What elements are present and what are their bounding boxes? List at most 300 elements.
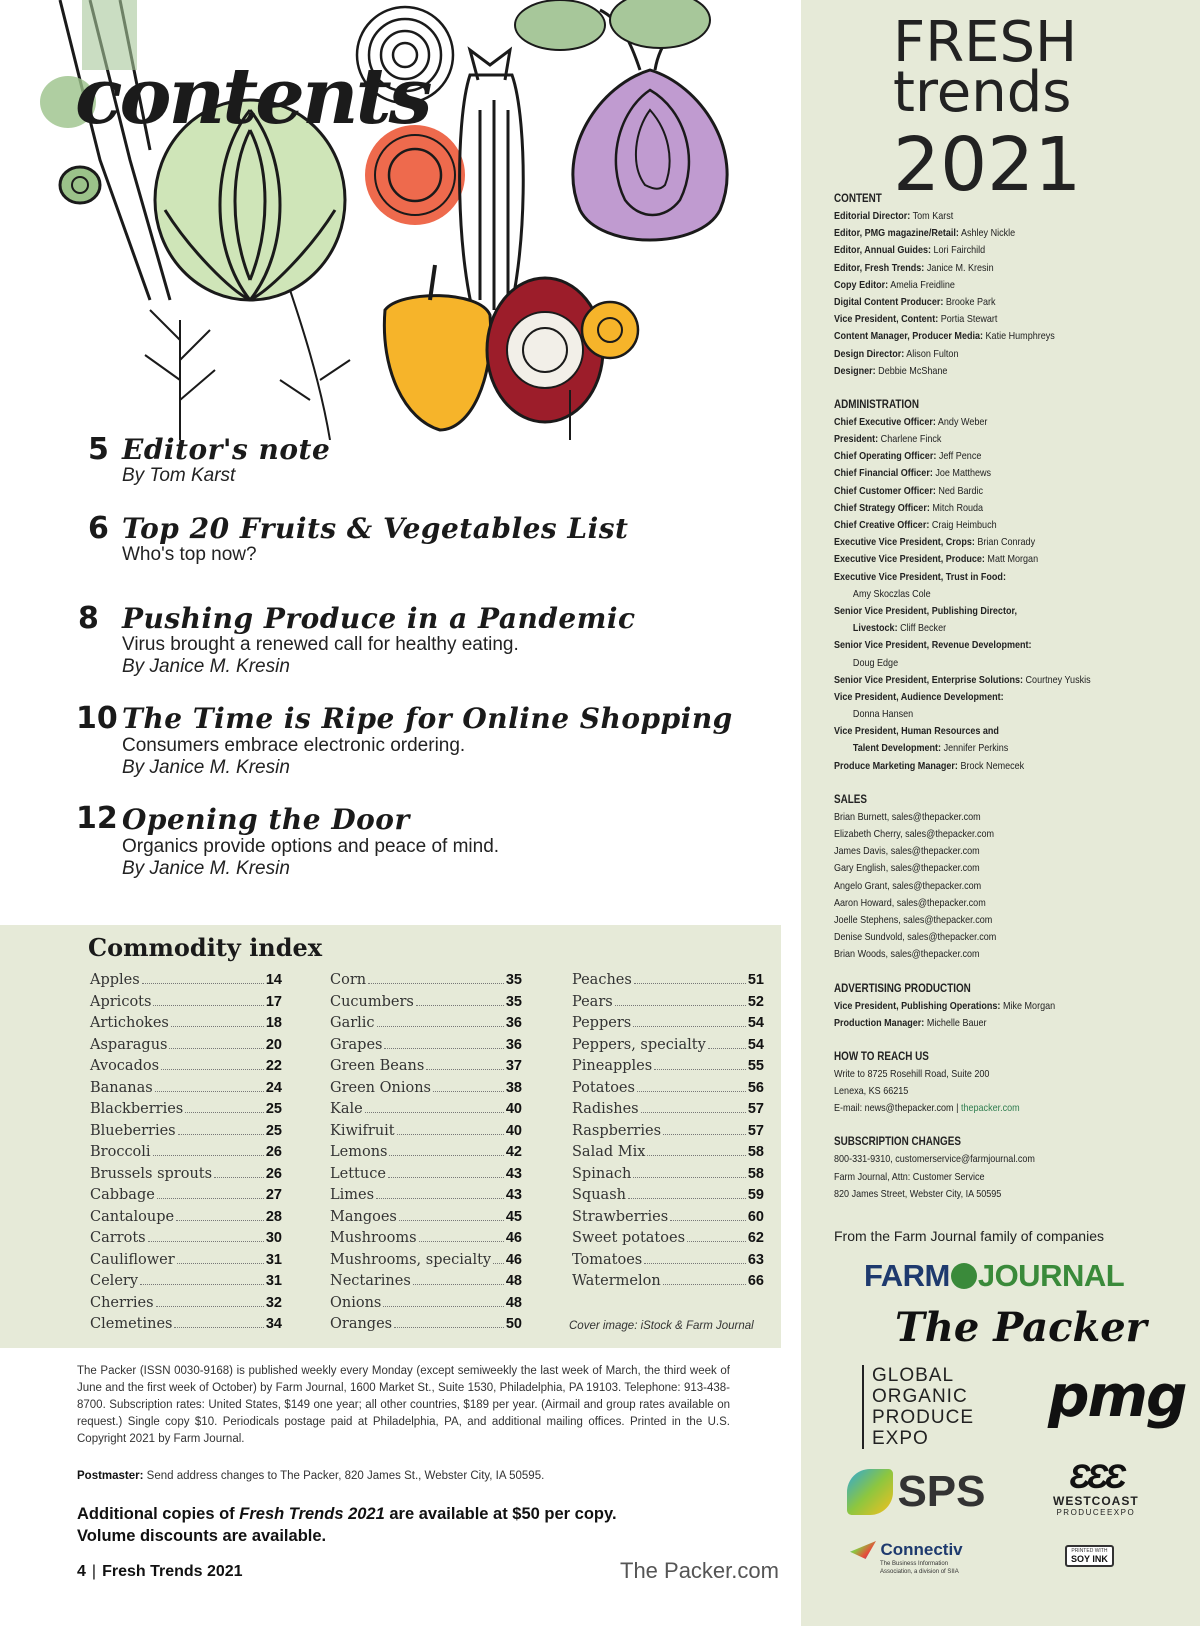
index-entry[interactable] [572, 1252, 764, 1274]
index-entry[interactable] [330, 994, 522, 1016]
index-entry[interactable] [572, 1273, 764, 1295]
index-entry-page: 30 [265, 1230, 282, 1246]
index-entry-name: Potatoes [572, 1079, 635, 1096]
masthead-role: Executive Vice President, Trust in Food: [834, 570, 1006, 583]
masthead-name: Mike Morgan [1002, 999, 1056, 1012]
masthead-role: Editor, Annual Guides: [834, 244, 932, 257]
index-entry-page: 31 [265, 1273, 282, 1289]
index-entry-page: 57 [747, 1122, 764, 1139]
title-year: 2021 [893, 122, 1082, 208]
masthead-line [834, 1017, 1126, 1034]
index-entry-leader-dots [140, 1284, 264, 1285]
index-entry-leader-dots [394, 1327, 504, 1328]
index-entry-name: Mushrooms, specialty [330, 1251, 492, 1268]
index-entry-name: Cabbage [90, 1187, 155, 1203]
index-entry[interactable] [90, 1209, 282, 1231]
index-entry[interactable] [330, 1273, 522, 1295]
index-entry[interactable] [90, 1144, 282, 1166]
sps-logo [847, 1467, 986, 1517]
index-entry-name: Asparagus [90, 1036, 168, 1053]
masthead-role: Executive Vice President, Crops: [834, 536, 975, 549]
index-entry[interactable] [330, 1187, 522, 1209]
index-entry-page: 51 [747, 972, 764, 988]
masthead-role: Content Manager, Producer Media: [834, 330, 984, 343]
masthead-role: Editor, Fresh Trends: [834, 261, 925, 274]
index-entry-name: Nectarines [330, 1273, 411, 1289]
masthead-role: Livestock: [852, 622, 898, 635]
masthead-name: Amelia Freidline [890, 278, 955, 291]
index-entry-name: Cucumbers [330, 993, 414, 1010]
masthead-line [834, 845, 1126, 862]
index-entry-leader-dots [171, 1026, 264, 1027]
red-vegetable-drawing [487, 278, 638, 422]
connectiv-subtitle-line2: Association, a division of SIIA [880, 1569, 959, 1575]
masthead-role: Vice President, Publishing Operations: [834, 999, 1001, 1012]
index-entry-page: 34 [265, 1316, 282, 1332]
index-entry-name: Garlic [330, 1015, 375, 1031]
index-entry-leader-dots [153, 1155, 264, 1156]
masthead-line [834, 519, 1126, 536]
index-entry-leader-dots [148, 1241, 264, 1242]
masthead-line [834, 416, 1126, 433]
farm-journal-logo-word2: JOURNAL [977, 1258, 1125, 1293]
toc-byline: By Janice M. Kresin [122, 858, 290, 879]
masthead-name: E-mail: news@thepacker.com | [834, 1102, 959, 1115]
toc-page-number: 10 [76, 701, 118, 736]
connectiv-logo-text: Connectiv [880, 1540, 963, 1559]
index-entry-page: 42 [505, 1144, 522, 1160]
index-entry-name: Pears [572, 993, 613, 1010]
copies-text-post: are available at $50 per copy. [384, 1505, 617, 1523]
index-entry-page: 25 [265, 1101, 282, 1117]
index-entry-leader-dots [377, 1026, 504, 1027]
masthead-name: Debbie McShane [878, 364, 948, 377]
footer-website[interactable]: The Packer.com [620, 1558, 779, 1583]
index-entry-name: Bananas [90, 1079, 153, 1096]
index-entry-leader-dots [383, 1306, 503, 1307]
index-entry-page: 28 [265, 1208, 282, 1225]
copies-text-pre: Additional copies of [77, 1505, 240, 1523]
masthead-name: 820 James Street, Webster City, IA 50595 [834, 1187, 1002, 1200]
index-entry[interactable] [330, 972, 522, 994]
masthead-name: Brian Burnett, sales@thepacker.com [834, 810, 981, 823]
masthead-line [834, 897, 1126, 914]
index-entry-page: 40 [505, 1122, 522, 1139]
index-entry[interactable] [330, 1230, 522, 1252]
index-entry-name: Lemons [330, 1144, 388, 1160]
index-entry[interactable] [330, 1295, 522, 1317]
masthead-name: Jennifer Perkins [943, 742, 1009, 755]
masthead [834, 193, 1126, 1205]
masthead-line [834, 622, 1126, 639]
masthead-name: Brock Nemecek [960, 759, 1025, 772]
index-entry-leader-dots [161, 1069, 264, 1070]
index-entry-name: Strawberries [572, 1208, 669, 1225]
masthead-name: Brooke Park [945, 295, 996, 308]
index-entry[interactable] [572, 1166, 764, 1188]
masthead-name: Denise Sundvold, sales@thepacker.com [834, 931, 997, 944]
masthead-line [834, 296, 1126, 313]
index-entry-leader-dots [634, 983, 746, 984]
toc-byline: By Tom Karst [122, 465, 236, 486]
index-entry-leader-dots [365, 1112, 504, 1113]
index-entry-name: Radishes [572, 1101, 639, 1117]
masthead-website-link[interactable]: thepacker.com [960, 1102, 1020, 1115]
index-entry-leader-dots [376, 1198, 504, 1199]
index-entry-name: Watermelon [572, 1273, 661, 1289]
index-entry[interactable] [330, 1252, 522, 1274]
toc-page-number: 8 [78, 601, 99, 636]
index-entry-leader-dots [397, 1134, 504, 1135]
postmaster-notice [77, 1470, 544, 1482]
toc-title: Pushing Produce in a Pandemic [122, 602, 636, 635]
postmaster-label: Postmaster: [77, 1470, 144, 1482]
masthead-line [834, 467, 1126, 484]
westcoast-line2: PRODUCEEXPO [1056, 1508, 1136, 1517]
index-entry-name: Kiwifruit [330, 1122, 395, 1139]
masthead-name: Lenexa, KS 66215 [834, 1085, 909, 1098]
masthead-role: Chief Executive Officer: [834, 415, 936, 428]
footer-publication: Fresh Trends 2021 [102, 1563, 243, 1580]
index-entry-page: 18 [265, 1015, 282, 1031]
index-entry-page: 22 [265, 1058, 282, 1074]
index-entry-name: Onions [330, 1294, 382, 1311]
index-entry[interactable] [330, 1209, 522, 1231]
index-entry-page: 32 [265, 1294, 282, 1311]
index-entry[interactable] [90, 1101, 282, 1123]
index-entry[interactable] [330, 1015, 522, 1037]
index-entry-leader-dots [641, 1112, 746, 1113]
index-entry-page: 62 [747, 1230, 764, 1246]
index-entry[interactable] [90, 1230, 282, 1252]
index-entry-name: Cherries [90, 1294, 154, 1311]
masthead-line [834, 348, 1126, 365]
masthead-line [834, 1085, 1126, 1102]
index-entry[interactable] [90, 1252, 282, 1274]
masthead-line [834, 760, 1126, 777]
masthead-name: Alison Fulton [906, 347, 959, 360]
masthead-spacer [834, 382, 1126, 399]
index-entry-page: 35 [505, 972, 522, 988]
index-entry[interactable] [330, 1316, 522, 1338]
masthead-line [834, 931, 1126, 948]
masthead-role: Digital Content Producer: [834, 295, 944, 308]
postmaster-text: Send address changes to The Packer, 820 James St., Webster City, IA 50595. [146, 1470, 545, 1482]
masthead-line [834, 657, 1126, 674]
toc-byline: By Janice M. Kresin [122, 757, 290, 778]
masthead-section-heading: CONTENT [834, 193, 882, 205]
masthead-name: Katie Humphreys [985, 330, 1055, 343]
masthead-line [834, 262, 1126, 279]
index-entry-leader-dots [433, 1091, 504, 1092]
index-entry[interactable] [572, 1123, 764, 1145]
page-footer [77, 1563, 243, 1581]
index-entry-leader-dots [670, 1220, 746, 1221]
masthead-role: Editorial Director: [834, 210, 911, 222]
index-entry-leader-dots [178, 1134, 264, 1135]
index-entry[interactable] [330, 1144, 522, 1166]
index-entry-leader-dots [174, 1327, 263, 1328]
index-entry[interactable] [90, 1015, 282, 1037]
toc-subtitle: Consumers embrace electronic ordering. [122, 735, 466, 756]
masthead-line [834, 553, 1126, 570]
masthead-name: 800-331-9310, customerservice@farmjournal.com [834, 1153, 1035, 1166]
toc-page-number: 6 [88, 511, 109, 546]
index-entry-page: 59 [747, 1187, 764, 1203]
beet-leaves-drawing [515, 0, 710, 50]
masthead-role: Vice President, Audience Development: [834, 690, 1004, 703]
masthead-name: Aaron Howard, sales@thepacker.com [834, 896, 986, 909]
the-packer-logo: The Packer [895, 1304, 1147, 1351]
index-entry-page: 40 [505, 1101, 522, 1117]
masthead-spacer [834, 777, 1126, 794]
index-entry[interactable] [90, 1295, 282, 1317]
westcoast-produce-expo-logo [1053, 1460, 1139, 1517]
page-number: 4 [77, 1563, 86, 1580]
index-entry[interactable] [572, 1015, 764, 1037]
connectiv-logo [850, 1540, 963, 1576]
masthead-section-heading: HOW TO REACH US [834, 1050, 929, 1063]
masthead-line [834, 1068, 1126, 1085]
masthead-name: Brian Conrady [977, 536, 1036, 549]
index-entry-name: Cauliflower [90, 1251, 175, 1268]
index-entry-leader-dots [615, 1005, 746, 1006]
index-entry-leader-dots [663, 1284, 746, 1285]
masthead-spacer [834, 966, 1126, 983]
masthead-name: Brian Woods, sales@thepacker.com [834, 948, 980, 961]
toc-subtitle: Virus brought a renewed call for healthy eating. [122, 634, 519, 655]
index-entry-name: Kale [330, 1101, 363, 1117]
index-entry-leader-dots [176, 1220, 264, 1221]
index-entry[interactable] [572, 1101, 764, 1123]
masthead-spacer [834, 1119, 1126, 1136]
index-entry[interactable] [572, 1037, 764, 1059]
index-entry-leader-dots [426, 1069, 504, 1070]
index-entry-page: 35 [505, 993, 522, 1010]
index-entry-leader-dots [157, 1198, 264, 1199]
toc-byline: By Janice M. Kresin [122, 656, 290, 677]
index-entry-page: 60 [747, 1208, 764, 1225]
index-entry-leader-dots [633, 1026, 746, 1027]
masthead-role: Senior Vice President, Enterprise Solutions: [834, 673, 1024, 686]
index-entry[interactable] [572, 1058, 764, 1080]
index-entry-page: 50 [505, 1316, 522, 1332]
masthead-name: Jeff Pence [938, 450, 982, 463]
masthead-name: Michelle Bauer [926, 1016, 987, 1029]
index-entry[interactable] [90, 994, 282, 1016]
index-entry-name: Sweet potatoes [572, 1230, 686, 1246]
masthead-line [834, 365, 1126, 382]
gope-line1: GLOBAL [872, 1365, 955, 1386]
index-entry-name: Raspberries [572, 1122, 662, 1139]
title-fresh: FRESH [893, 10, 1078, 75]
index-column-3 [572, 972, 764, 1295]
masthead-section-heading: SUBSCRIPTION CHANGES [834, 1136, 961, 1149]
masthead-spacer [834, 1034, 1126, 1051]
index-entry-name: Grapes [330, 1036, 383, 1053]
masthead-line [834, 227, 1126, 244]
masthead-role: Executive Vice President, Produce: [834, 553, 985, 566]
masthead-name: Andy Weber [937, 415, 988, 428]
index-entry-name: Artichokes [90, 1015, 169, 1031]
index-entry-page: 37 [505, 1058, 522, 1074]
index-entry-page: 14 [265, 972, 282, 988]
index-entry-leader-dots [368, 983, 504, 984]
masthead-line [834, 433, 1126, 450]
index-entry-leader-dots [628, 1198, 746, 1199]
masthead-line [834, 639, 1126, 656]
index-entry-page: 17 [265, 993, 282, 1010]
masthead-line [834, 1153, 1126, 1170]
index-entry[interactable] [572, 972, 764, 994]
farm-journal-logo [864, 1258, 1124, 1294]
index-entry-name: Blueberries [90, 1122, 176, 1139]
toc-title: Editor's note [122, 433, 331, 466]
masthead-line [834, 742, 1126, 759]
index-entry[interactable] [90, 1316, 282, 1338]
index-entry[interactable] [572, 1209, 764, 1231]
masthead-line [834, 210, 1126, 227]
index-entry-name: Apples [90, 972, 140, 988]
index-entry-page: 56 [747, 1079, 764, 1096]
index-entry-page: 31 [265, 1251, 282, 1268]
index-entry[interactable] [90, 1187, 282, 1209]
index-entry-page: 46 [505, 1230, 522, 1246]
farm-journal-logo-word1: FARM [864, 1258, 950, 1293]
masthead-line [834, 708, 1126, 725]
index-entry-leader-dots [185, 1112, 264, 1113]
index-entry[interactable] [572, 1230, 764, 1252]
masthead-line [834, 536, 1126, 553]
masthead-name: Lori Fairchild [933, 244, 986, 257]
index-entry-leader-dots [416, 1005, 504, 1006]
masthead-role: President: [834, 433, 879, 446]
masthead-role: Editor, PMG magazine/Retail: [834, 227, 959, 240]
index-entry[interactable] [572, 1080, 764, 1102]
soy-ink-logo [1065, 1545, 1114, 1567]
masthead-line [834, 244, 1126, 261]
index-entry-name: Blackberries [90, 1101, 184, 1117]
sps-emblem-icon [847, 1469, 893, 1515]
yellow-pepper-drawing [384, 265, 490, 430]
masthead-section-heading: ADVERTISING PRODUCTION [834, 982, 971, 995]
sps-logo-text: SPS [897, 1467, 986, 1516]
index-entry-page: 43 [505, 1187, 522, 1203]
masthead-name: Doug Edge [852, 656, 899, 669]
index-entry-leader-dots [399, 1220, 504, 1221]
soy-ink-line1: PRINTED WITH [1071, 1548, 1108, 1554]
index-entry-leader-dots [384, 1048, 503, 1049]
index-entry-name: Clemetines [90, 1316, 173, 1332]
index-entry[interactable] [90, 1080, 282, 1102]
index-entry-leader-dots [663, 1134, 746, 1135]
index-entry-leader-dots [214, 1177, 264, 1178]
additional-copies-notice [77, 1503, 717, 1547]
index-entry-leader-dots [388, 1177, 504, 1178]
masthead-name: Joe Matthews [935, 467, 992, 480]
toc-title: Opening the Door [122, 803, 410, 836]
masthead-line [834, 880, 1126, 897]
index-entry[interactable] [330, 1123, 522, 1145]
index-entry-page: 63 [747, 1251, 764, 1268]
index-entry-name: Pineapples [572, 1058, 653, 1074]
masthead-name: Joelle Stephens, sales@thepacker.com [834, 913, 993, 926]
index-entry-page: 38 [505, 1079, 522, 1096]
masthead-line [834, 605, 1126, 622]
index-entry[interactable] [90, 1273, 282, 1295]
index-entry-leader-dots [142, 983, 264, 984]
index-entry[interactable] [90, 1123, 282, 1145]
index-entry[interactable] [572, 994, 764, 1016]
masthead-name: Janice M. Kresin [926, 261, 994, 274]
masthead-name: James Davis, sales@thepacker.com [834, 845, 980, 858]
index-entry[interactable] [90, 1166, 282, 1188]
index-entry-page: 26 [265, 1165, 282, 1182]
index-entry[interactable] [90, 972, 282, 994]
index-entry[interactable] [330, 1037, 522, 1059]
index-entry-name: Corn [330, 972, 367, 988]
index-entry-leader-dots [687, 1241, 746, 1242]
masthead-name: Amy Skoczlas Cole [852, 587, 931, 600]
family-of-companies-label: From the Farm Journal family of companies [834, 1228, 1104, 1244]
index-entry-name: Apricots [90, 993, 152, 1010]
index-entry[interactable] [90, 1058, 282, 1080]
index-entry-page: 46 [505, 1251, 522, 1268]
masthead-role: Chief Creative Officer: [834, 519, 930, 531]
masthead-line [834, 828, 1126, 845]
masthead-name: Tom Karst [912, 210, 954, 222]
index-entry[interactable] [330, 1080, 522, 1102]
index-entry[interactable] [330, 1166, 522, 1188]
index-entry-leader-dots [155, 1091, 264, 1092]
masthead-section-heading: SALES [834, 793, 867, 806]
masthead-name: Gary English, sales@thepacker.com [834, 862, 980, 875]
masthead-name: Ned Bardic [938, 484, 984, 497]
index-entry[interactable] [572, 1144, 764, 1166]
index-entry-page: 48 [505, 1294, 522, 1311]
copies-text-line2: Volume discounts are available. [77, 1527, 327, 1545]
masthead-role: Senior Vice President, Publishing Director, [834, 604, 1018, 617]
index-entry-name: Limes [330, 1187, 375, 1203]
index-entry-page: 66 [747, 1273, 764, 1289]
index-entry[interactable] [330, 1058, 522, 1080]
index-entry[interactable] [330, 1101, 522, 1123]
westcoast-line1: WESTCOAST [1053, 1494, 1139, 1508]
masthead-role: Chief Operating Officer: [834, 450, 937, 463]
index-entry-leader-dots [637, 1091, 746, 1092]
masthead-line [834, 330, 1126, 347]
index-entry-page: 54 [747, 1015, 764, 1031]
connectiv-subtitle-line1: The Business Information [880, 1561, 949, 1567]
gope-line4: EXPO [872, 1428, 929, 1449]
masthead-line [834, 674, 1126, 691]
masthead-role: Copy Editor: [834, 278, 889, 291]
masthead-line [834, 1171, 1126, 1188]
index-entry-name: Lettuce [330, 1165, 386, 1182]
masthead-name: Craig Heimbuch [931, 519, 997, 531]
index-entry[interactable] [90, 1037, 282, 1059]
masthead-role: Design Director: [834, 347, 905, 360]
index-entry[interactable] [572, 1187, 764, 1209]
index-entry-leader-dots [419, 1241, 504, 1242]
masthead-role: Designer: [834, 364, 876, 377]
index-entry-name: Green Beans [330, 1058, 425, 1074]
index-entry-name: Oranges [330, 1316, 393, 1332]
index-entry-name: Cantaloupe [90, 1208, 175, 1225]
farm-journal-emblem-icon [951, 1263, 977, 1289]
index-entry-leader-dots [644, 1263, 746, 1264]
index-entry-page: 57 [747, 1101, 764, 1117]
